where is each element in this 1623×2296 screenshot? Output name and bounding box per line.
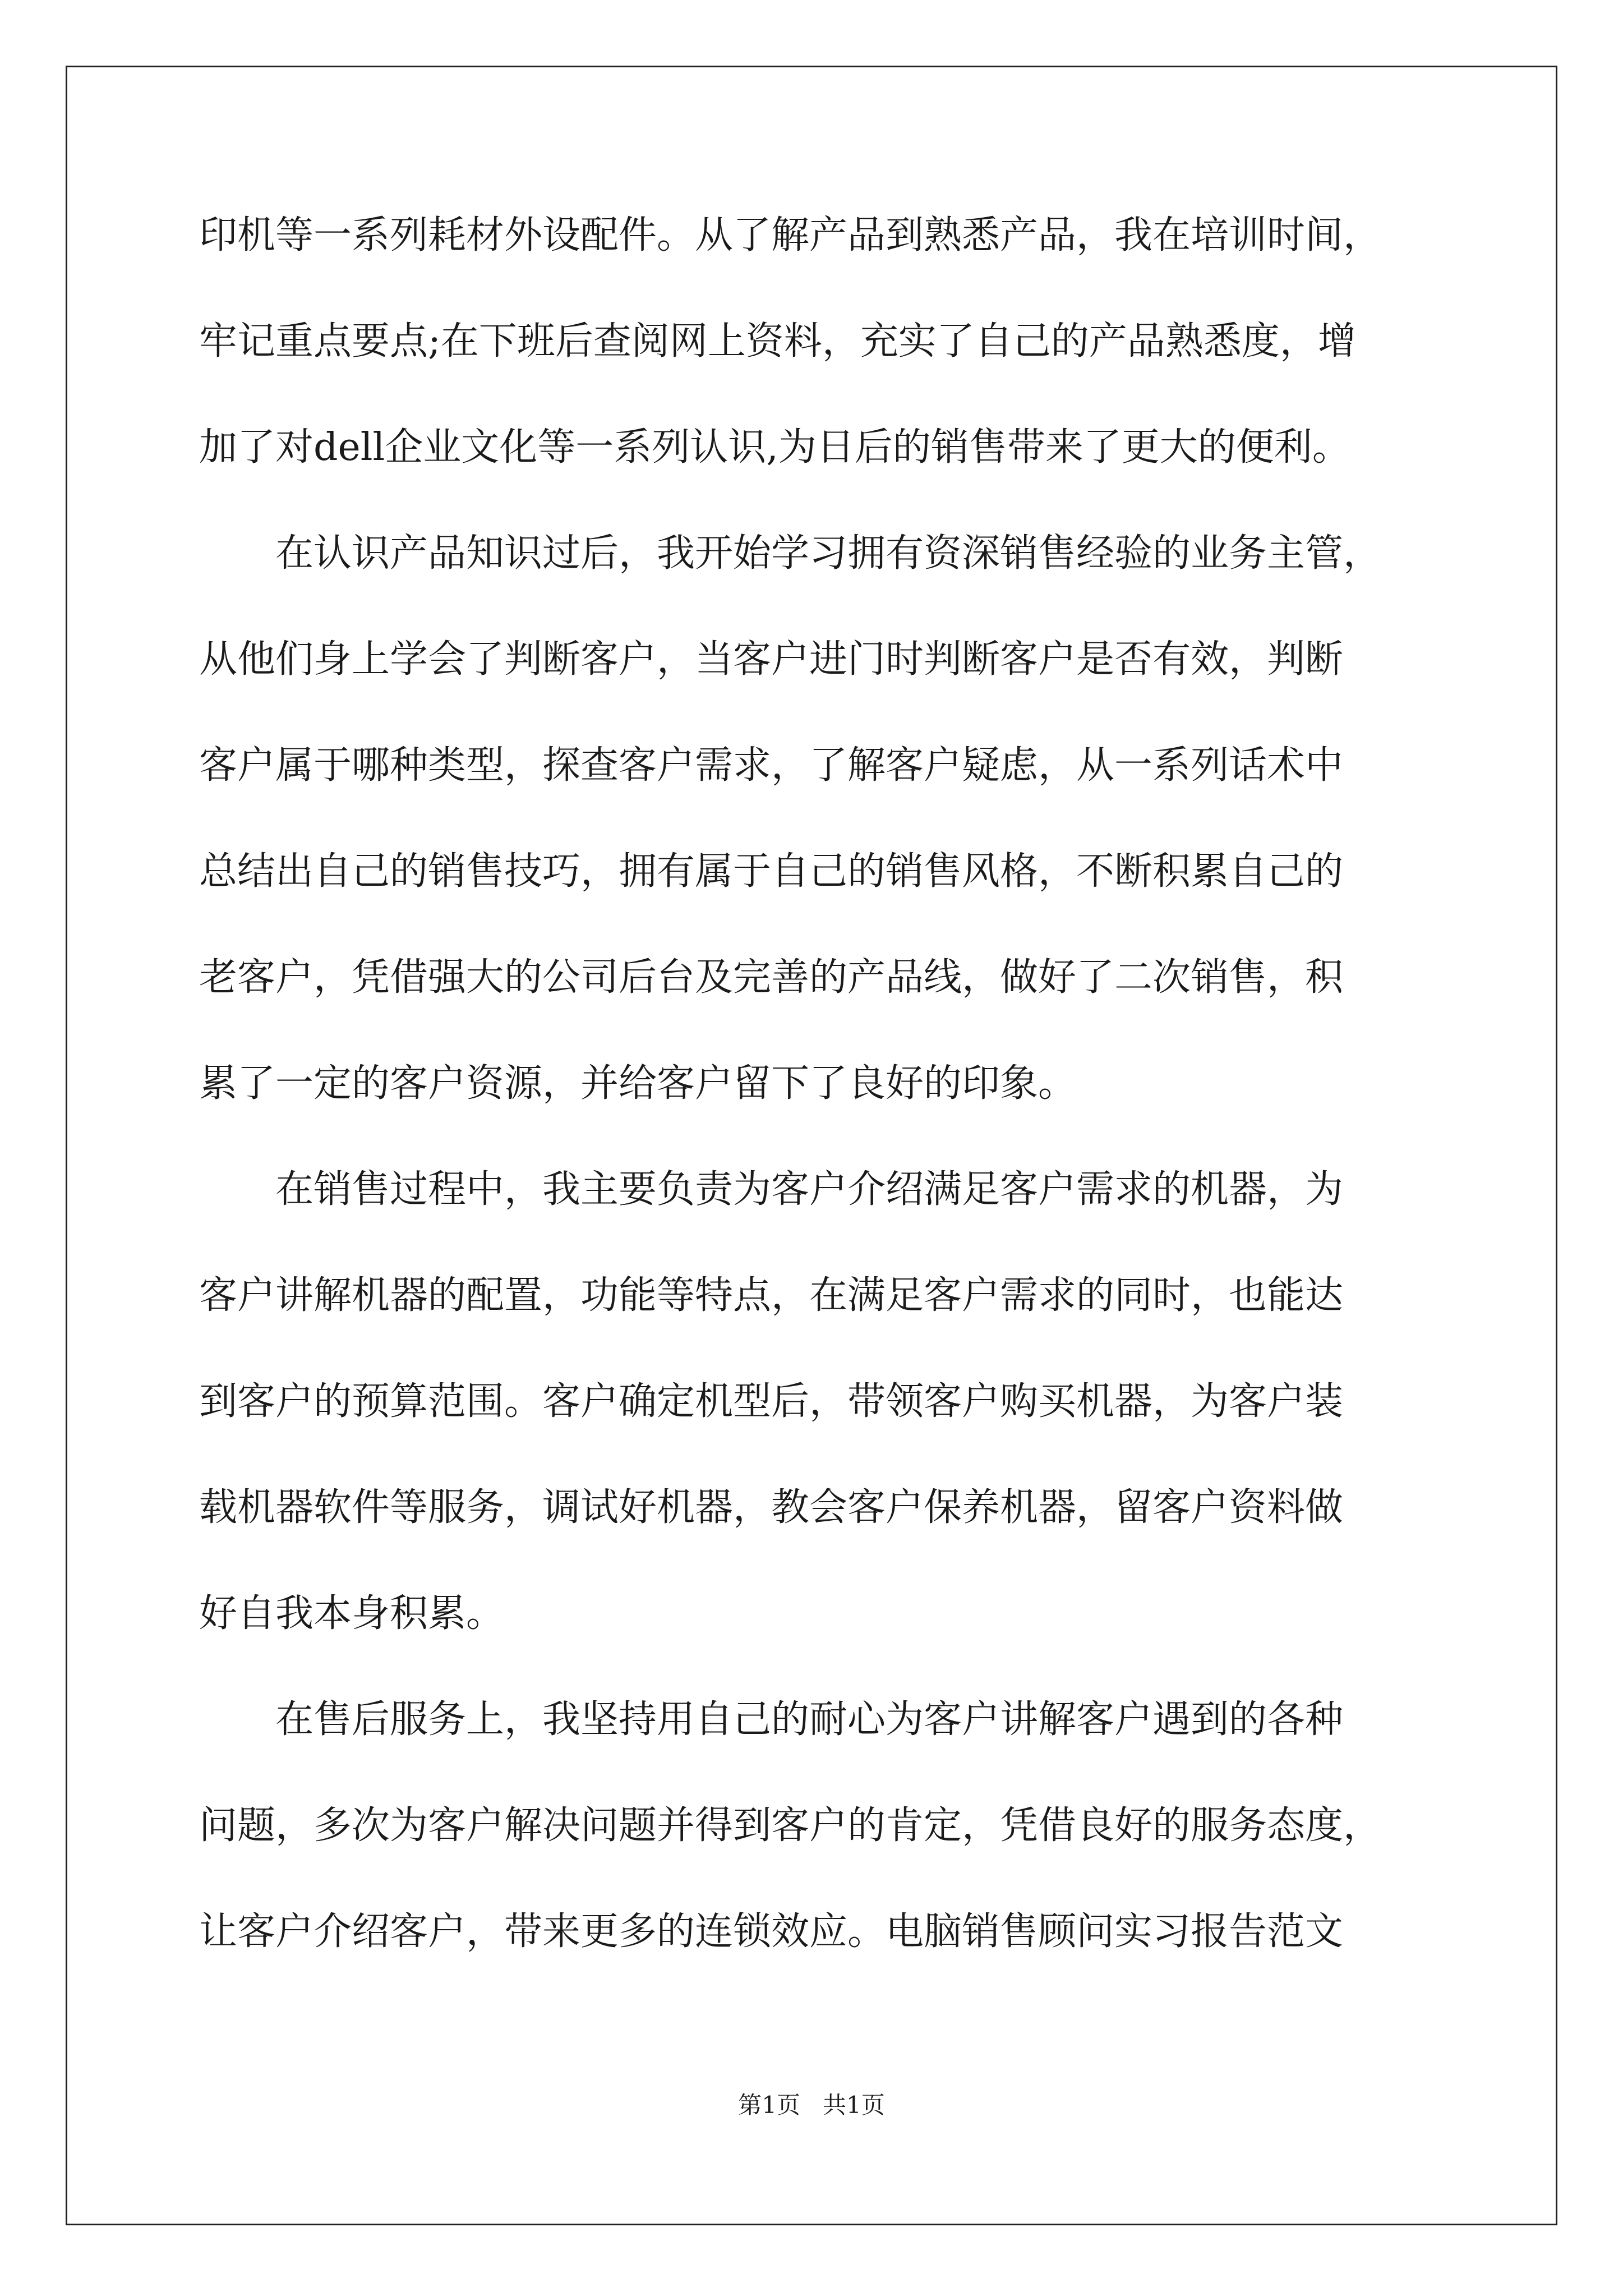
text-line: 让客户介绍客户，带来更多的连锁效应。电脑销售顾问实习报告范文 bbox=[199, 1910, 1344, 1954]
text-line: 好自我本身积累。 bbox=[199, 1591, 505, 1636]
text-line: 到客户的预算范围。客户确定机型后，带领客户购买机器，为客户装 bbox=[199, 1379, 1344, 1424]
text-line: 从他们身上学会了判断客户，当客户进门时判断客户是否有效，判断 bbox=[199, 637, 1344, 682]
page-total: 共1页 bbox=[823, 2091, 885, 2119]
text-line: 印机等一系列耗材外设配件。从了解产品到熟悉产品，我在培训时间， bbox=[199, 213, 1382, 257]
text-line: 加了对dell企业文化等一系列认识,为日后的销售带来了更大的便利。 bbox=[199, 425, 1350, 470]
paragraph-start-line: 在销售过程中，我主要负责为客户介绍满足客户需求的机器，为 bbox=[275, 1167, 1344, 1212]
text-line: 问题，多次为客户解决问题并得到客户的肯定，凭借良好的服务态度， bbox=[199, 1803, 1382, 1848]
text-line: 牢记重点要点;在下班后查阅网上资料，充实了自己的产品熟悉度，增 bbox=[199, 319, 1356, 364]
text-line: 累了一定的客户资源，并给客户留下了良好的印象。 bbox=[199, 1061, 1077, 1106]
paragraph-start-line: 在认识产品知识过后，我开始学习拥有资深销售经验的业务主管， bbox=[275, 531, 1382, 576]
text-line: 老客户，凭借强大的公司后台及完善的产品线，做好了二次销售，积 bbox=[199, 955, 1344, 1000]
text-line: 客户属于哪种类型，探查客户需求，了解客户疑虑，从一系列话术中 bbox=[199, 743, 1344, 788]
text-line: 客户讲解机器的配置，功能等特点，在满足客户需求的同时，也能达 bbox=[199, 1273, 1344, 1318]
document-body bbox=[199, 202, 1427, 2004]
text-line: 载机器软件等服务，调试好机器，教会客户保养机器，留客户资料做 bbox=[199, 1485, 1344, 1530]
page-footer bbox=[0, 2087, 1623, 2120]
page-number: 第1页 bbox=[738, 2091, 800, 2119]
paragraph-start-line: 在售后服务上，我坚持用自己的耐心为客户讲解客户遇到的各种 bbox=[275, 1697, 1344, 1742]
text-line: 总结出自己的销售技巧，拥有属于自己的销售风格，不断积累自己的 bbox=[199, 849, 1344, 894]
